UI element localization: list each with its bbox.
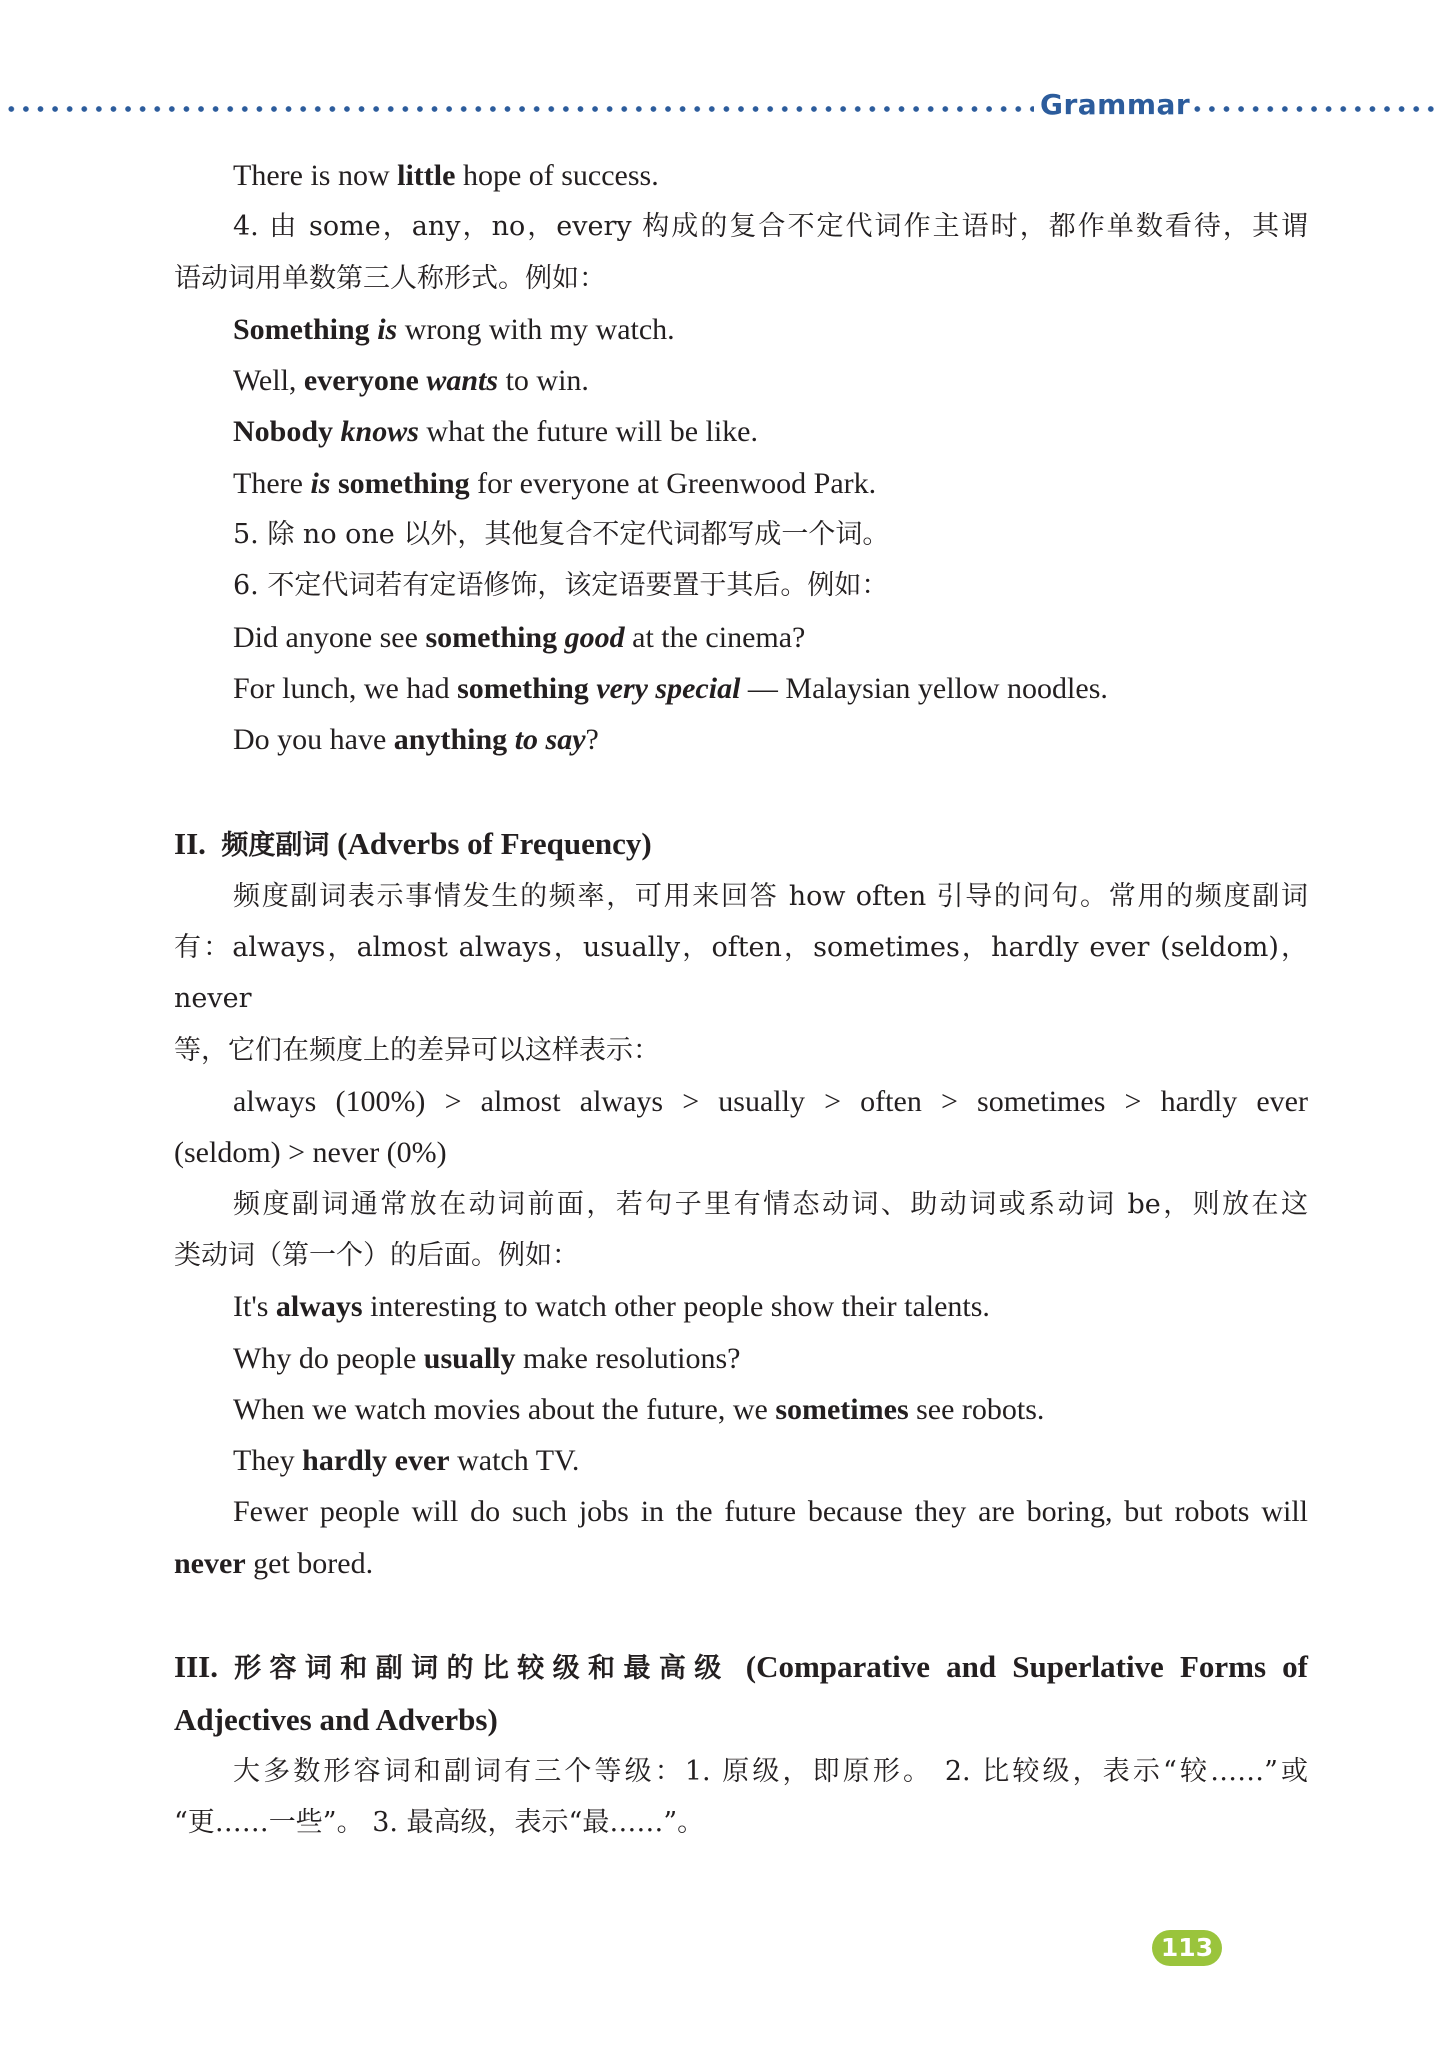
section-heading: III. 形容词和副词的比较级和最高级 (Comparative and Superlative Forms of bbox=[174, 1649, 1309, 1685]
example-sentence: There is something for everyone at Greenwood Park. bbox=[233, 466, 877, 500]
paragraph-line: 频度副词通常放在动词前面，若句子里有情态动词、助动词或系动词 be，则放在这 bbox=[233, 1188, 1308, 1220]
page-number-badge: 113 bbox=[1152, 1930, 1222, 1966]
example-sentence: Nobody knows what the future will be like. bbox=[233, 415, 758, 449]
section-heading: II. 频度副词 (Adverbs of Frequency) bbox=[174, 825, 652, 861]
example-sentence: It's always interesting to watch other people show their talents. bbox=[233, 1290, 990, 1324]
paragraph-line: 大多数形容词和副词有三个等级：1. 原级，即原形。 2. 比较级，表示“较……”或 bbox=[233, 1755, 1308, 1787]
example-sentence: Why do people usually make resolutions? bbox=[233, 1341, 741, 1375]
example-sentence: Do you have anything to say? bbox=[233, 723, 599, 757]
frequency-scale-line: (seldom) > never (0%) bbox=[174, 1136, 447, 1170]
page-content bbox=[174, 150, 1308, 1848]
rule-6: 6. 不定代词若有定语修饰，该定语要置于其后。例如： bbox=[233, 570, 889, 602]
frequency-scale-line: always (100%) > almost always > usually > often > sometimes > hardly ever bbox=[233, 1085, 1308, 1119]
paragraph-line: “更……一些”。 3. 最高级，表示“最……”。 bbox=[174, 1806, 705, 1838]
header-dotted-rule-left bbox=[4, 105, 1034, 113]
example-sentence: never get bored. bbox=[174, 1546, 374, 1580]
section-heading-continued: Adjectives and Adverbs) bbox=[174, 1702, 498, 1738]
example-sentence: Something is wrong with my watch. bbox=[233, 312, 675, 346]
example-sentence: Well, everyone wants to win. bbox=[233, 364, 589, 398]
paragraph-line: 类动词（第一个）的后面。例如： bbox=[174, 1239, 579, 1271]
paragraph-line: 频度副词表示事情发生的频率，可用来回答 how often 引导的问句。常用的频度副词 bbox=[233, 880, 1308, 912]
paragraph-line: 有：always，almost always，usually，often，sometimes，hardly ever (seldom)，never bbox=[174, 932, 1308, 1015]
example-sentence: Fewer people will do such jobs in the future because they are boring, but robots will bbox=[233, 1495, 1308, 1529]
rule-4-line-2: 语动词用单数第三人称形式。例如： bbox=[174, 262, 606, 294]
example-sentence: Did anyone see something good at the cinema? bbox=[233, 620, 806, 654]
text-line: There is now little hope of success. bbox=[233, 159, 659, 192]
rule-4-line-1: 4. 由 some，any，no，every 构成的复合不定代词作主语时，都作单数看待，其谓 bbox=[233, 211, 1308, 243]
example-sentence: For lunch, we had something very special — Malaysian yellow noodles. bbox=[233, 671, 1108, 705]
header-dotted-rule-right bbox=[1190, 105, 1434, 113]
example-sentence: When we watch movies about the future, we sometimes see robots. bbox=[233, 1392, 1045, 1426]
page-header bbox=[0, 88, 1434, 128]
example-sentence: They hardly ever watch TV. bbox=[233, 1444, 580, 1478]
paragraph-line: 等，它们在频度上的差异可以这样表示： bbox=[174, 1034, 660, 1066]
header-title: Grammar bbox=[1040, 88, 1191, 121]
rule-5: 5. 除 no one 以外，其他复合不定代词都写成一个词。 bbox=[233, 519, 890, 551]
